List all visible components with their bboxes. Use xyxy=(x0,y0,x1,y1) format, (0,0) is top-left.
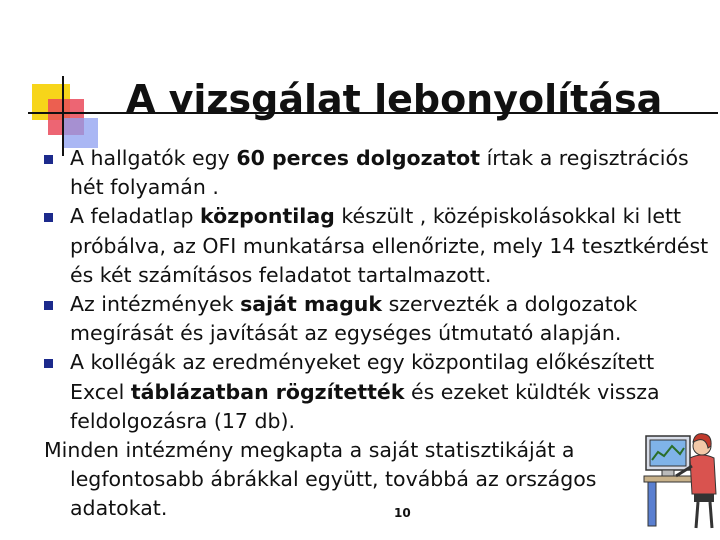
bullet-2-bold: központilag xyxy=(200,204,335,229)
square-bullet-icon xyxy=(44,155,53,164)
bullet-1-post: írtak a regisztrációs hét folyamán . xyxy=(70,146,689,200)
bullet-4-post: és ezeket küldték vissza feldolgozásra (17 db). xyxy=(70,379,660,433)
bullet-4-line2-pre: Excel xyxy=(70,379,131,404)
bullet-1-pre: A hallgatók egy xyxy=(70,146,237,170)
bullet-4-bold: táblázatban rögzítették xyxy=(130,379,405,404)
square-bullet-icon xyxy=(44,359,53,368)
square-bullet-icon xyxy=(44,213,53,222)
bullet-4-pre: A kollégák az eredményeket egy központilag előkészített xyxy=(70,350,655,375)
bullet-1-bold: 60 perces dolgozatot xyxy=(236,146,481,170)
closing-line-1: Minden intézmény megkapta a saját statisztikáját a xyxy=(44,438,575,463)
closing-line-2: legfontosabb ábrákkal együtt, továbbá az országos adatokat. xyxy=(70,467,597,521)
bullet-2-post: készült , középiskolásokkal ki lett próbálva, az OFI munkatársa ellenőrizte, mely 14 tesztkérdést és két számításos feladatot tartalmazott. xyxy=(70,204,709,287)
square-bullet-icon xyxy=(44,301,53,310)
bullet-3-pre: Az intézmények xyxy=(70,292,241,317)
bullet-item-1 xyxy=(0,144,720,202)
slide-title: A vizsgálat lebonyolítása xyxy=(126,77,663,121)
bullet-item-4 xyxy=(0,348,720,377)
bullet-2-pre: A feladatlap xyxy=(70,204,201,229)
page-number: 10 xyxy=(394,506,411,520)
bullet-item-2 xyxy=(0,202,720,290)
bullet-3-post: szervezték a dolgozatok megírását és javítását az egységes útmutató alapján. xyxy=(70,292,638,346)
person-at-computer-icon xyxy=(640,424,720,534)
slide-body xyxy=(0,144,720,524)
bullet-item-4-continued xyxy=(0,378,720,436)
bullet-item-3 xyxy=(0,290,720,348)
bullet-3-bold: saját maguk xyxy=(240,292,383,317)
